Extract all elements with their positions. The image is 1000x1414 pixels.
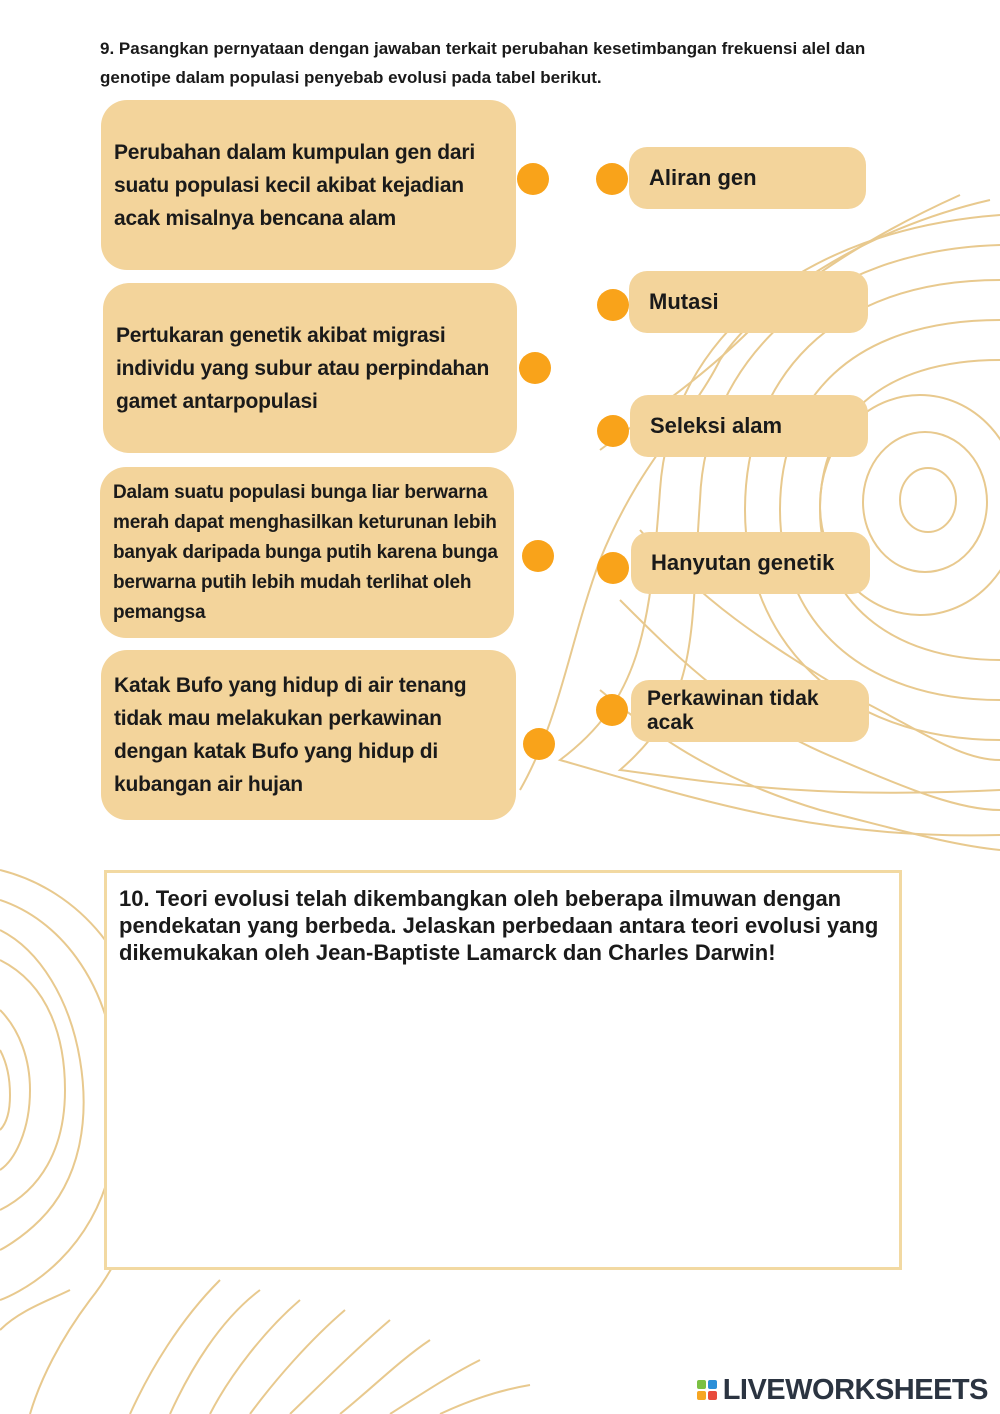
answer-connector-3[interactable] — [597, 415, 629, 447]
answer-label: Aliran gen — [649, 165, 757, 190]
logo-mark-icon — [697, 1380, 717, 1400]
statement-card-4 — [101, 650, 516, 820]
answer-textarea[interactable] — [115, 971, 891, 1259]
statement-card-3 — [100, 467, 514, 638]
question-10-prompt: 10. Teori evolusi telah dikembangkan oleh beberapa ilmuwan dengan pendekatan yang berbeda. Jelaskan perbedaan antara teori evolusi yang dikemukakan oleh Jean-Baptiste Lamarck dan Charles Darwin! — [119, 886, 879, 965]
answer-connector-5[interactable] — [596, 694, 628, 726]
liveworksheets-logo — [697, 1372, 988, 1408]
statement-connector-4[interactable] — [523, 728, 555, 760]
question-9-prompt: 9. Pasangkan pernyataan dengan jawaban terkait perubahan kesetimbangan frekuensi alel dan genotipe dalam populasi penyebab evolusi pada tabel berikut. — [100, 39, 866, 87]
statement-connector-1[interactable] — [517, 163, 549, 195]
statement-connector-3[interactable] — [522, 540, 554, 572]
answer-label: Perkawinan tidak acak — [647, 687, 819, 734]
answer-perkawinan-tidak-acak[interactable] — [631, 680, 869, 742]
question-10-box — [104, 870, 902, 1270]
answer-label: Seleksi alam — [650, 413, 783, 438]
answer-hanyutan-genetik[interactable] — [631, 532, 870, 594]
answer-connector-4[interactable] — [597, 552, 629, 584]
statement-card-2 — [103, 283, 517, 453]
statement-text: Perubahan dalam kumpulan gen dari suatu populasi kecil akibat kejadian acak misalnya bencana alam — [114, 140, 475, 230]
answer-aliran-gen[interactable] — [629, 147, 866, 209]
answer-mutasi[interactable] — [629, 271, 868, 333]
answer-connector-1[interactable] — [596, 163, 628, 195]
answer-connector-2[interactable] — [597, 289, 629, 321]
statement-text: Katak Bufo yang hidup di air tenang tidak mau melakukan perkawinan dengan katak Bufo yang hidup di kubangan air hujan — [114, 674, 467, 796]
statement-connector-2[interactable] — [519, 352, 551, 384]
logo-text: LIVEWORKSHEETS — [722, 1373, 988, 1406]
answer-label: Mutasi — [649, 289, 719, 314]
answer-label: Hanyutan genetik — [651, 550, 835, 575]
statement-text: Dalam suatu populasi bunga liar berwarna merah dapat menghasilkan keturunan lebih banyak daripada bunga putih karena bunga berwarna putih lebih mudah terlihat oleh pemangsa — [113, 481, 498, 623]
statement-card-1 — [101, 100, 516, 270]
statement-text: Pertukaran genetik akibat migrasi individu yang subur atau perpindahan gamet antarpopulasi — [116, 323, 490, 413]
answer-seleksi-alam[interactable] — [630, 395, 868, 457]
